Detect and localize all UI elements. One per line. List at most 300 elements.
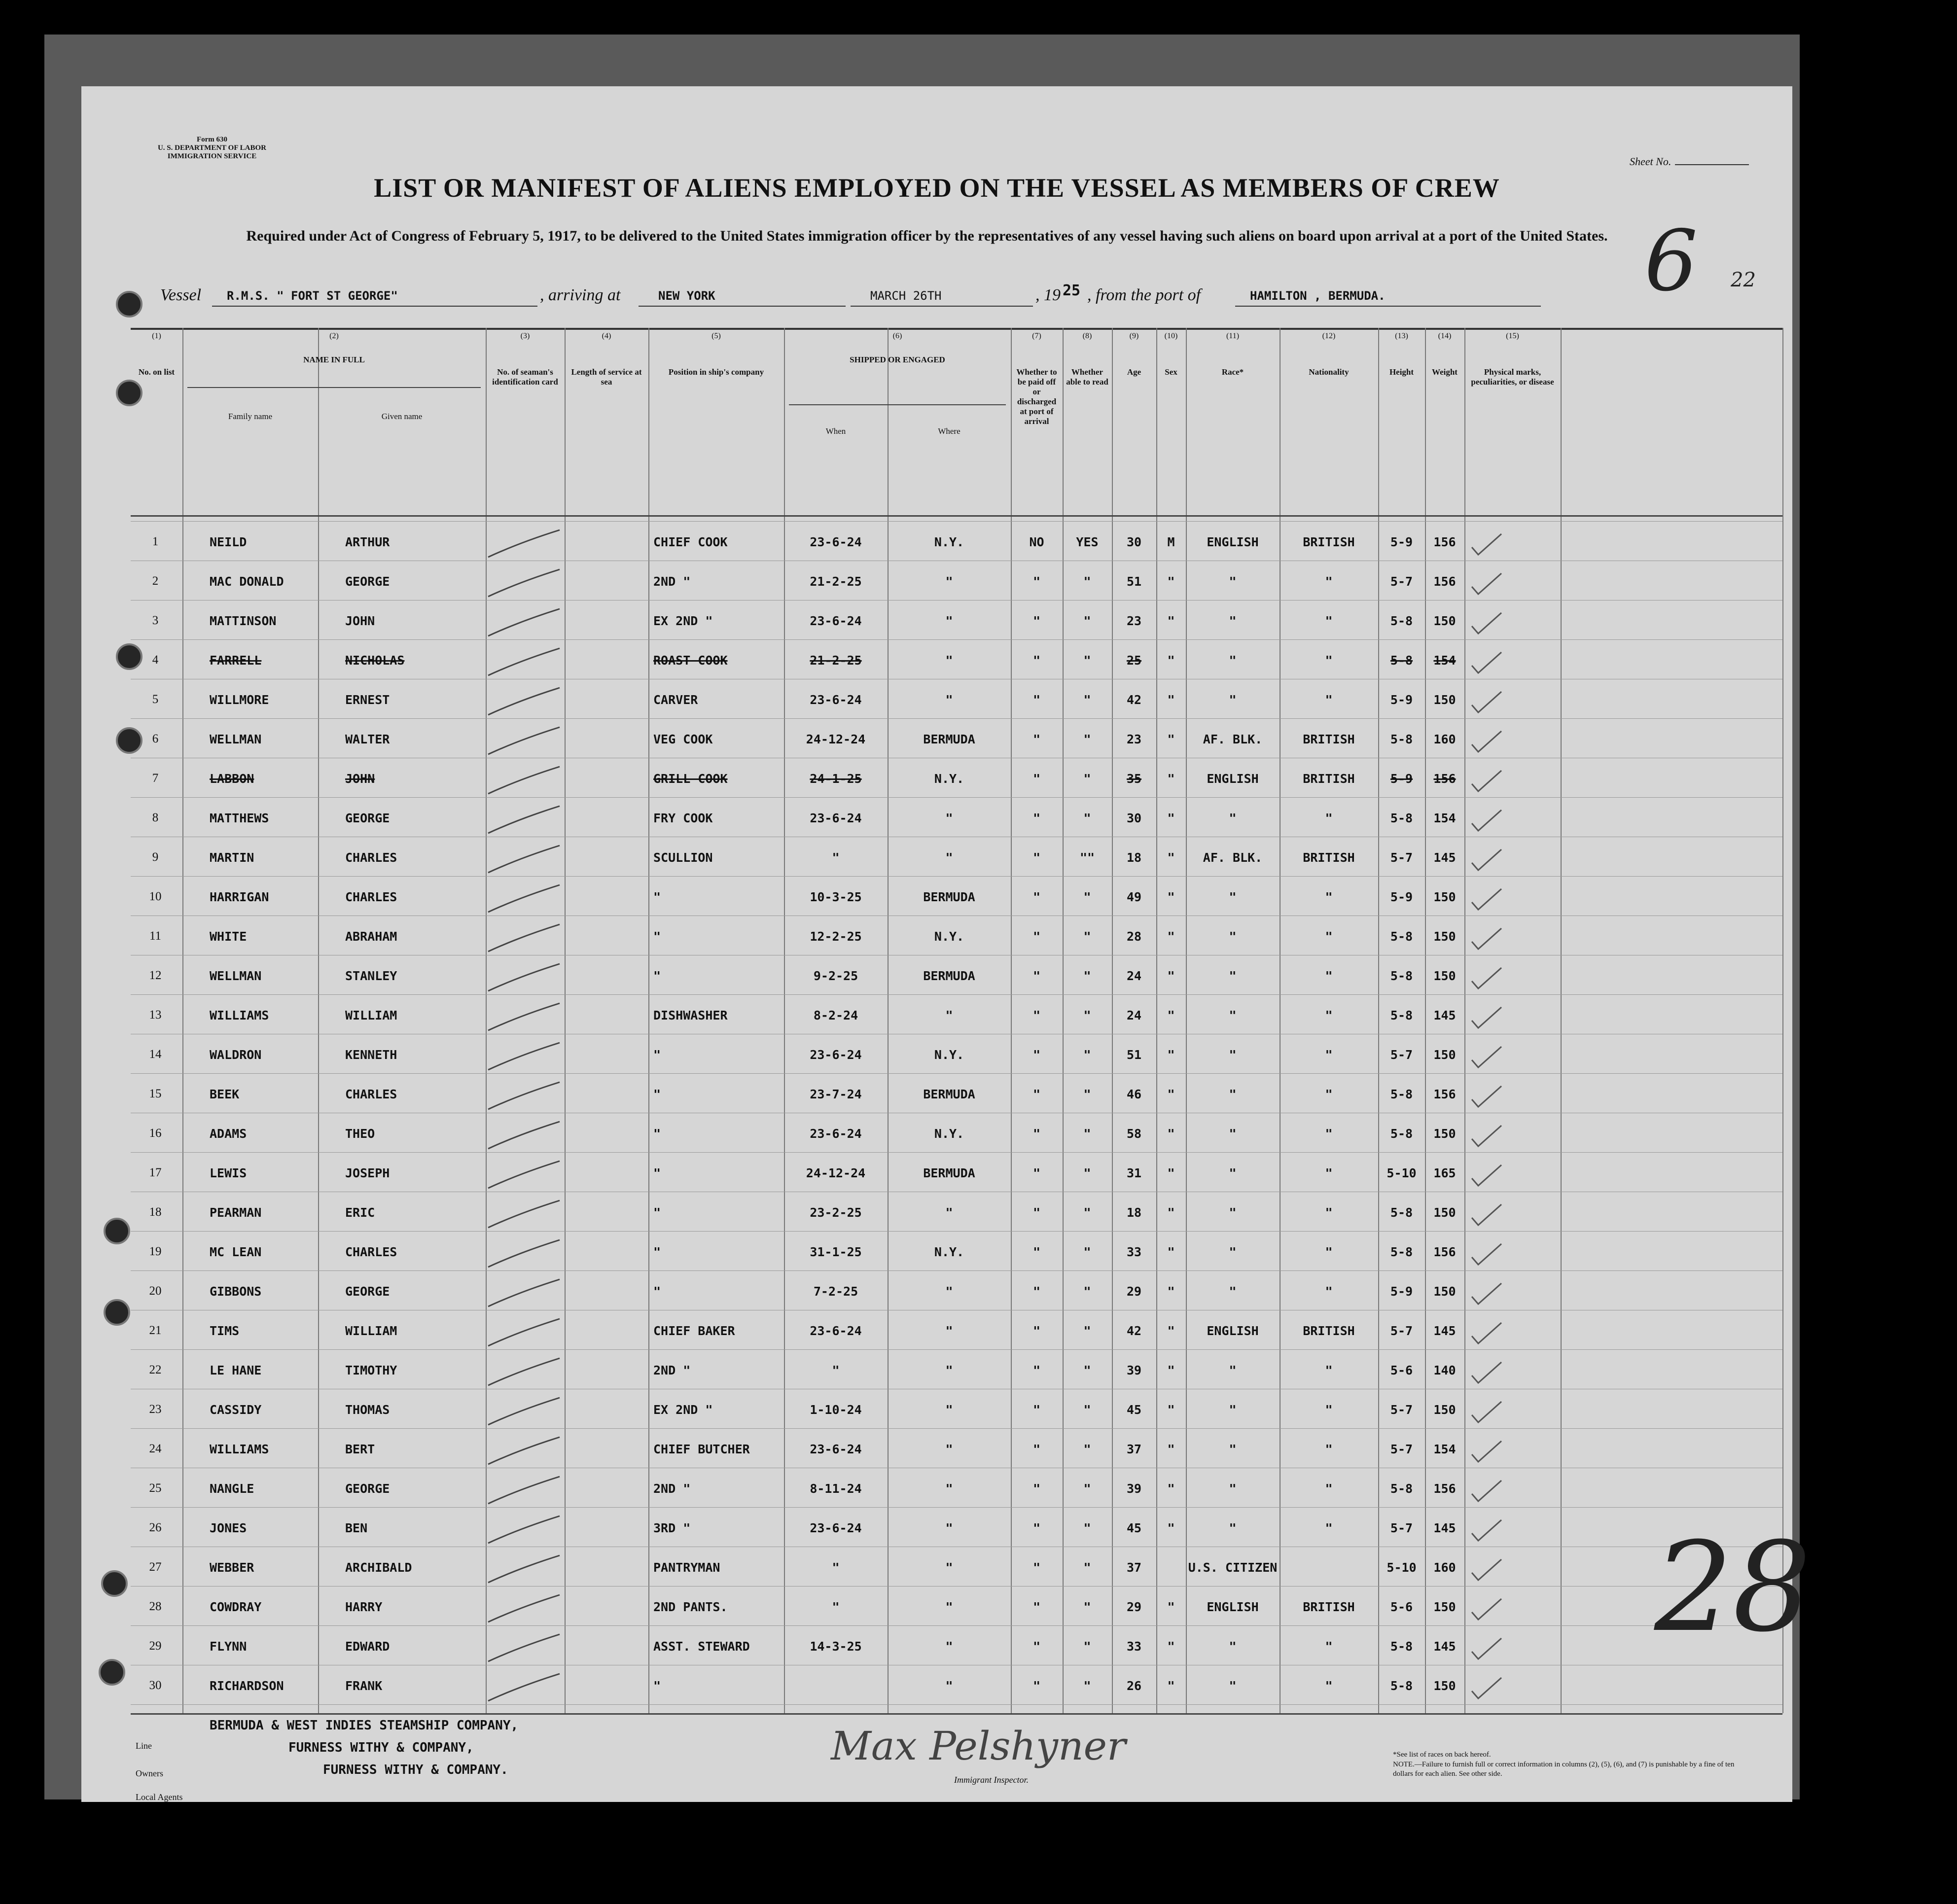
column-header: NAME IN FULL [303,355,365,364]
crew-race: " [1229,1008,1237,1023]
crew-family: WELLMAN [210,732,262,746]
physical-check-mark [1469,1200,1504,1230]
crew-read: " [1083,1403,1091,1417]
crew-weight: 150 [1433,929,1456,944]
crew-given: JOSEPH [345,1166,390,1180]
crew-where: " [945,811,953,825]
id-card-tick-mark [486,1119,565,1154]
crew-race: " [1229,1442,1237,1456]
crew-position: 2ND " [653,1363,691,1377]
row-number: 1 [152,535,159,548]
crew-position: CHIEF COOK [653,535,728,549]
crew-family: MC LEAN [210,1245,262,1259]
id-card-tick-mark [486,1277,565,1311]
column-subheader: Where [938,426,961,436]
row-number: 30 [149,1679,162,1692]
crew-read: " [1083,1008,1091,1023]
id-card-tick-mark [486,922,565,956]
crew-height: 5-8 [1390,811,1413,825]
crew-position: FRY COOK [653,811,713,825]
id-card-tick-mark [486,804,565,838]
crew-paid: " [1032,969,1041,983]
crew-weight: 150 [1433,969,1456,983]
row-number: 24 [149,1442,162,1455]
crew-given: JOHN [345,772,375,786]
column-number: (7) [1032,332,1041,340]
crew-weight: 154 [1433,811,1456,825]
physical-check-mark [1469,1319,1504,1348]
crew-height: 5-9 [1390,772,1413,786]
crew-family: LABBON [210,772,254,786]
crew-sex: " [1167,1403,1175,1417]
id-card-tick-mark [486,843,565,878]
column-header: No. on list [138,367,175,377]
crew-family: RICHARDSON [210,1679,284,1693]
crew-where: " [945,1521,953,1535]
row-number: 2 [152,574,159,588]
inspector-label: Immigrant Inspector. [954,1775,1029,1785]
row-number: 21 [149,1324,162,1337]
crew-given: GEORGE [345,1481,390,1496]
crew-sex: " [1167,1166,1175,1180]
crew-race: AF. BLK. [1203,732,1263,746]
crew-paid: " [1032,1403,1041,1417]
physical-check-mark [1469,648,1504,678]
crew-age: 39 [1126,1481,1142,1496]
physical-check-mark [1469,688,1504,717]
crew-position: VEG COOK [653,732,713,746]
crew-weight: 150 [1433,693,1456,707]
crew-age: 35 [1126,772,1142,786]
crew-position: CHIEF BAKER [653,1324,735,1338]
column-number: (12) [1322,332,1336,340]
crew-nationality: " [1325,890,1333,904]
crew-when: 10-3-25 [810,890,862,904]
crew-given: GEORGE [345,574,390,589]
crew-when: 12-2-25 [810,929,862,944]
physical-check-mark [1469,1240,1504,1269]
crew-given: WILLIAM [345,1324,397,1338]
crew-position: ASST. STEWARD [653,1639,750,1654]
crew-paid: " [1032,929,1041,944]
crew-when: 8-11-24 [810,1481,862,1496]
crew-where: " [945,1560,953,1575]
column-header: Physical marks, peculiarities, or disease [1471,367,1554,387]
crew-nationality: BRITISH [1303,535,1355,549]
physical-check-mark [1469,1161,1504,1191]
crew-race: ENGLISH [1207,772,1259,786]
id-card-tick-mark [486,1316,565,1351]
crew-age: 33 [1126,1639,1142,1654]
crew-read: " [1083,1679,1091,1693]
crew-age: 51 [1126,1048,1142,1062]
row-divider [131,639,1782,640]
crew-height: 5-8 [1390,653,1413,668]
crew-given: EDWARD [345,1639,390,1654]
crew-height: 5-8 [1390,1205,1413,1220]
crew-given: CHARLES [345,890,397,904]
column-header: Weight [1432,367,1458,377]
crew-height: 5-8 [1390,1639,1413,1654]
crew-sex: " [1167,890,1175,904]
crew-when: 31-1-25 [810,1245,862,1259]
column-header: Nationality [1309,367,1349,377]
crew-paid: " [1032,653,1041,668]
crew-nationality: " [1325,1284,1333,1299]
crew-given: NICHOLAS [345,653,405,668]
crew-height: 5-7 [1390,1521,1413,1535]
crew-position: " [653,1166,661,1180]
crew-nationality: " [1325,1363,1333,1377]
column-number: (10) [1164,332,1178,340]
crew-where: " [945,1205,953,1220]
row-number: 28 [149,1600,162,1613]
row-number: 26 [149,1521,162,1534]
footer [126,1713,1753,1802]
crew-position: " [653,1679,661,1693]
race-note: *See list of races on back hereof. [1393,1751,1491,1759]
crew-nationality: " [1325,574,1333,589]
service-name: IMMIGRATION SERVICE [167,152,257,160]
crew-race: " [1229,614,1237,628]
crew-weight: 165 [1433,1166,1456,1180]
physical-check-mark [1469,1082,1504,1112]
id-card-tick-mark [486,1198,565,1233]
row-number: 22 [149,1363,162,1376]
crew-paid: " [1032,1639,1041,1654]
crew-race: " [1229,1166,1237,1180]
crew-sex: " [1167,1205,1175,1220]
crew-nationality: " [1325,929,1333,944]
crew-race: " [1229,1403,1237,1417]
physical-check-mark [1469,1398,1504,1427]
crew-read: " [1083,890,1091,904]
column-number: (14) [1438,332,1452,340]
crew-family: ADAMS [210,1127,247,1141]
crew-race: " [1229,1363,1237,1377]
crew-family: JONES [210,1521,247,1535]
crew-paid: " [1032,732,1041,746]
crew-weight: 154 [1433,1442,1456,1456]
crew-race: " [1229,1284,1237,1299]
crew-read: "" [1079,850,1095,865]
crew-read: " [1083,1639,1091,1654]
crew-height: 5-8 [1390,1481,1413,1496]
crew-sex: " [1167,1679,1175,1693]
crew-paid: " [1032,1600,1041,1614]
row-number: 27 [149,1560,162,1574]
crew-given: ARTHUR [345,535,390,549]
vessel-name: R.M.S. " FORT ST GEORGE" [227,289,398,303]
crew-when: 7-2-25 [813,1284,858,1299]
crew-weight: 156 [1433,535,1456,549]
crew-where: BERMUDA [923,732,975,746]
crew-race: ENGLISH [1207,535,1259,549]
crew-race: " [1229,811,1237,825]
crew-where: BERMUDA [923,890,975,904]
column-number: (8) [1082,332,1092,340]
crew-read: " [1083,1324,1091,1338]
crew-read: " [1083,811,1091,825]
id-card-tick-mark [486,1435,565,1469]
crew-height: 5-8 [1390,969,1413,983]
crew-where: N.Y. [934,929,964,944]
crew-paid: " [1032,1127,1041,1141]
row-number: 23 [149,1403,162,1416]
column-header: Height [1389,367,1414,377]
punch-hole [104,1218,130,1244]
crew-sex: " [1167,969,1175,983]
crew-when: 14-3-25 [810,1639,862,1654]
crew-position: " [653,1245,661,1259]
column-divider [318,328,319,1713]
physical-check-mark [1469,1674,1504,1703]
crew-weight: 145 [1433,1008,1456,1023]
crew-race: U.S. CITIZEN [1188,1560,1278,1575]
crew-given: THEO [345,1127,375,1141]
crew-position: " [653,1284,661,1299]
crew-family: NANGLE [210,1481,254,1496]
row-number: 14 [149,1048,162,1061]
crew-position: " [653,1205,661,1220]
row-number: 6 [152,732,159,745]
fine-note: NOTE.—Failure to furnish full or correct information in columns (2), (5), (6), and (7) is punishable by a fine of ten dollars for each alien. See other side. [1393,1761,1735,1778]
crew-family: WILLIAMS [210,1442,269,1456]
crew-sex: " [1167,1600,1175,1614]
row-number: 17 [149,1166,162,1179]
crew-read: " [1083,1205,1091,1220]
crew-read: " [1083,1087,1091,1101]
crew-read: " [1083,1600,1091,1614]
crew-given: ARCHIBALD [345,1560,412,1575]
physical-check-mark [1469,885,1504,915]
crew-where: " [945,1284,953,1299]
crew-nationality: BRITISH [1303,1600,1355,1614]
row-number: 5 [152,693,159,706]
crew-family: LEWIS [210,1166,247,1180]
column-header: No. of seaman's identification card [492,367,558,387]
crew-where: " [945,1639,953,1654]
crew-position: " [653,1048,661,1062]
crew-where: " [945,1324,953,1338]
crew-where: " [945,1008,953,1023]
crew-read: " [1083,574,1091,589]
crew-paid: " [1032,1679,1041,1693]
column-number: (1) [152,332,161,340]
physical-check-mark [1469,846,1504,875]
crew-where: " [945,574,953,589]
crew-race: " [1229,929,1237,944]
column-header: Position in ship's company [668,367,764,377]
crew-position: EX 2ND " [653,1403,713,1417]
crew-weight: 160 [1433,1560,1456,1575]
crew-weight: 150 [1433,1205,1456,1220]
crew-weight: 160 [1433,732,1456,746]
crew-race: " [1229,574,1237,589]
crew-age: 33 [1126,1245,1142,1259]
row-number: 25 [149,1481,162,1495]
crew-race: " [1229,1481,1237,1496]
crew-family: FLYNN [210,1639,247,1654]
crew-height: 5-8 [1390,929,1413,944]
crew-read: YES [1076,535,1099,549]
crew-age: 30 [1126,535,1142,549]
id-card-tick-mark [486,1159,565,1193]
crew-read: " [1083,732,1091,746]
row-divider [131,876,1782,877]
handwritten-sheet-number: 6 [1644,212,1698,310]
crew-weight: 150 [1433,890,1456,904]
crew-age: 28 [1126,929,1142,944]
crew-paid: " [1032,693,1041,707]
crew-height: 5-6 [1390,1600,1413,1614]
crew-position: DISHWASHER [653,1008,728,1023]
row-number: 15 [149,1087,162,1100]
crew-where: BERMUDA [923,1087,975,1101]
crew-weight: 150 [1433,1403,1456,1417]
crew-family: TIMS [210,1324,240,1338]
crew-nationality: BRITISH [1303,1324,1355,1338]
crew-sex: " [1167,1639,1175,1654]
crew-nationality: BRITISH [1303,772,1355,786]
column-number: (11) [1226,332,1240,340]
crew-height: 5-9 [1390,890,1413,904]
crew-race: " [1229,693,1237,707]
crew-paid: " [1032,1363,1041,1377]
column-divider [1464,328,1465,1713]
crew-height: 5-8 [1390,614,1413,628]
crew-position: CARVER [653,693,698,707]
row-number: 16 [149,1127,162,1140]
crew-given: THOMAS [345,1403,390,1417]
column-number: (2) [329,332,339,340]
department-name: U. S. DEPARTMENT OF LABOR [157,144,267,152]
crew-weight: 150 [1433,1048,1456,1062]
row-divider [131,1625,1782,1626]
crew-paid: " [1032,1008,1041,1023]
crew-position: GRILL COOK [653,772,728,786]
crew-height: 5-7 [1390,1403,1413,1417]
physical-check-mark [1469,569,1504,599]
id-card-tick-mark [486,1553,565,1587]
crew-weight: 145 [1433,1521,1456,1535]
crew-where: " [945,1363,953,1377]
physical-check-mark [1469,1555,1504,1585]
physical-check-mark [1469,530,1504,560]
crew-weight: 156 [1433,574,1456,589]
crew-race: " [1229,1048,1237,1062]
crew-age: 26 [1126,1679,1142,1693]
crew-table [131,328,1782,1693]
id-card-tick-mark [486,764,565,799]
crew-height: 5-8 [1390,1008,1413,1023]
crew-nationality: " [1325,614,1333,628]
year-prefix: , 19 [1035,286,1061,304]
crew-read: " [1083,1560,1091,1575]
column-subheader: Given name [381,412,423,421]
crew-sex: " [1167,653,1175,668]
crew-given: ABRAHAM [345,929,397,944]
crew-weight: 150 [1433,1679,1456,1693]
crew-given: STANLEY [345,969,397,983]
crew-age: 18 [1126,1205,1142,1220]
id-card-tick-mark [486,528,565,562]
physical-check-mark [1469,924,1504,954]
arrival-year: 25 [1063,282,1081,299]
crew-where: " [945,653,953,668]
crew-sex: " [1167,811,1175,825]
crew-age: 29 [1126,1284,1142,1299]
crew-given: CHARLES [345,1087,397,1101]
row-number: 8 [152,811,159,824]
crew-nationality: " [1325,693,1333,707]
physical-check-mark [1469,1437,1504,1467]
crew-family: BEEK [210,1087,240,1101]
crew-when: 23-6-24 [810,1127,862,1141]
crew-race: " [1229,1087,1237,1101]
line-value: BERMUDA & WEST INDIES STEAMSHIP COMPANY, [210,1718,519,1733]
crew-read: " [1083,1166,1091,1180]
crew-height: 5-8 [1390,1245,1413,1259]
physical-check-mark [1469,1043,1504,1072]
crew-family: CASSIDY [210,1403,262,1417]
crew-position: 2ND PANTS. [653,1600,728,1614]
physical-check-mark [1469,806,1504,836]
column-divider [565,328,566,1713]
crew-sex: " [1167,1481,1175,1496]
crew-when: 1-10-24 [810,1403,862,1417]
crew-read: " [1083,772,1091,786]
crew-sex: " [1167,1284,1175,1299]
crew-race: " [1229,1245,1237,1259]
crew-paid: " [1032,1048,1041,1062]
crew-position: " [653,929,661,944]
crew-race: " [1229,1205,1237,1220]
column-number: (13) [1395,332,1408,340]
crew-when: 9-2-25 [813,969,858,983]
physical-check-mark [1469,964,1504,993]
physical-check-mark [1469,1122,1504,1151]
crew-given: WALTER [345,732,390,746]
crew-sex: " [1167,850,1175,865]
crew-family: FARRELL [210,653,262,668]
crew-nationality: " [1325,1205,1333,1220]
column-number: (3) [520,332,530,340]
crew-where: " [945,1600,953,1614]
handwritten-sub-number: 22 [1731,269,1756,291]
crew-when: 23-6-24 [810,535,862,549]
crew-family: WELLMAN [210,969,262,983]
line-label: Line [136,1741,152,1751]
crew-paid: " [1032,811,1041,825]
column-number: (9) [1129,332,1139,340]
crew-given: GEORGE [345,1284,390,1299]
crew-sex: " [1167,614,1175,628]
crew-paid: " [1032,890,1041,904]
crew-weight: 140 [1433,1363,1456,1377]
punch-hole [116,291,142,317]
crew-height: 5-9 [1390,693,1413,707]
vessel-label: Vessel [160,286,202,304]
crew-race: " [1229,890,1237,904]
column-number: (4) [602,332,611,340]
crew-family: MARTIN [210,850,254,865]
crew-weight: 156 [1433,1087,1456,1101]
crew-paid: " [1032,1442,1041,1456]
crew-when: 24-12-24 [806,732,866,746]
crew-when: 23-6-24 [810,1521,862,1535]
manifest-sheet [81,86,1812,1802]
